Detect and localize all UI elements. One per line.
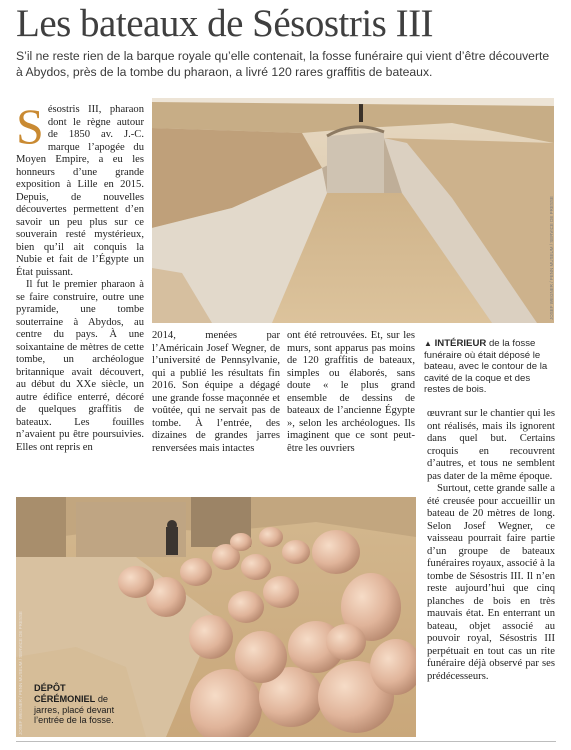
article-column-3 [287, 330, 415, 455]
paragraph: œuvrant sur le chantier qui les ont réalisés, mais ils ignorent dans quel but. Certains croquis en recouvrent d’autres, et tous ne semblent pas dater de la même époque. [427, 408, 555, 482]
page-bottom-rule [16, 741, 556, 742]
photo-pit-interior [152, 98, 554, 323]
paragraph: Surtout, cette grande salle a été creusée pour accueillir un bateau de 20 mètres de long. Selon Josef Wegner, ce vaisseau pourrait faire partie d’un groupe de bateaux funéraires royaux, associé à la tombe de Sésostris III. Il n’en reste aujourd’hui que cinq planches de bois en très mauvais état. En enterrant un bateau, objet associé au pouvoir royal, Sésostris III perpétuait en tout cas un rite funéraire déjà observé par ses prédécesseurs. [427, 483, 555, 682]
paragraph: ésostris III, pharaon dont le règne autour de 1850 av. J.-C. marque l’apogée du Moyen Empire, a eu les honneurs d’une grande exposition à Lille en 2015. Depuis, de nouvelles découvertes permettent d’en savoir un peu plus sur ce souverain resté mystérieux, bien qu’il ait conquis la Nubie et fait de l’Égypte un État puissant. [16, 104, 144, 278]
caption-jars-text: de jarres, placé devant l’entrée de la fosse. [34, 693, 115, 726]
photo2-credit: JOSEF WEGNER / PENN MUSEUM / SERVICE DE PRESSE [18, 611, 23, 735]
caption-jars-title: DÉPÔT CÉRÉMONIEL [34, 683, 96, 704]
photo1-credit: JOSEF WEGNER / PENN MUSEUM / SERVICE DE PRESSE [549, 196, 554, 320]
paragraph: ont été retrouvées. Et, sur les murs, sont apparus pas moins de 120 graffitis de bateaux, simples ou élaborés, sans doute « le plus grand ensemble de dessins de bateaux de l’ancienne Égypte », selon les archéologues. Ils imaginent que ce sont peut-être les ouvriers [287, 330, 415, 454]
article-column-1 [16, 98, 144, 454]
article-column-2 [152, 330, 280, 455]
caption-interior-text: de la fosse funéraire où était déposé le bateau, avec le contour de la cavité de la coque et des restes de bois. [424, 338, 548, 396]
triangle-marker-icon: ▲ [424, 339, 432, 348]
paragraph: 2014, menées par l’Américain Josef Wegner, de l’université de Pennsylvanie, qui a publié les résultats fin 2016. Son équipe a dégagé une grande fosse maçonnée et voûtée, qui ne servait pas de tombe. À l’entrée, des dizaines de grandes jarres renversées mais intactes [152, 330, 280, 454]
paragraph: Il fut le premier pharaon à se faire construire, outre une pyramide, une tombe souterraine à Abydos, au centre du pays. À une soixantaine de mètres de cette tombe, un archéologue britannique avait découvert, au début du XXe siècle, un autre édifice enterré, décoré de quelques graffitis de bateaux. Les fouilles n’avaient pu être poursuivies. Elles ont repris en [16, 279, 144, 453]
article-column-4 [427, 408, 555, 683]
article-title: Les bateaux de Sésostris III [16, 2, 434, 45]
article-subtitle: S’il ne reste rien de la barque royale qu’elle contenait, la fosse funéraire qui vient d’être découverte à Abydos, près de la tombe du pharaon, a livré 120 rares graffitis de bateaux. [16, 49, 550, 79]
caption-interior [424, 338, 556, 396]
caption-interior-title: INTÉRIEUR [434, 338, 487, 349]
drop-cap: S [16, 98, 44, 154]
caption-jars [34, 683, 120, 726]
